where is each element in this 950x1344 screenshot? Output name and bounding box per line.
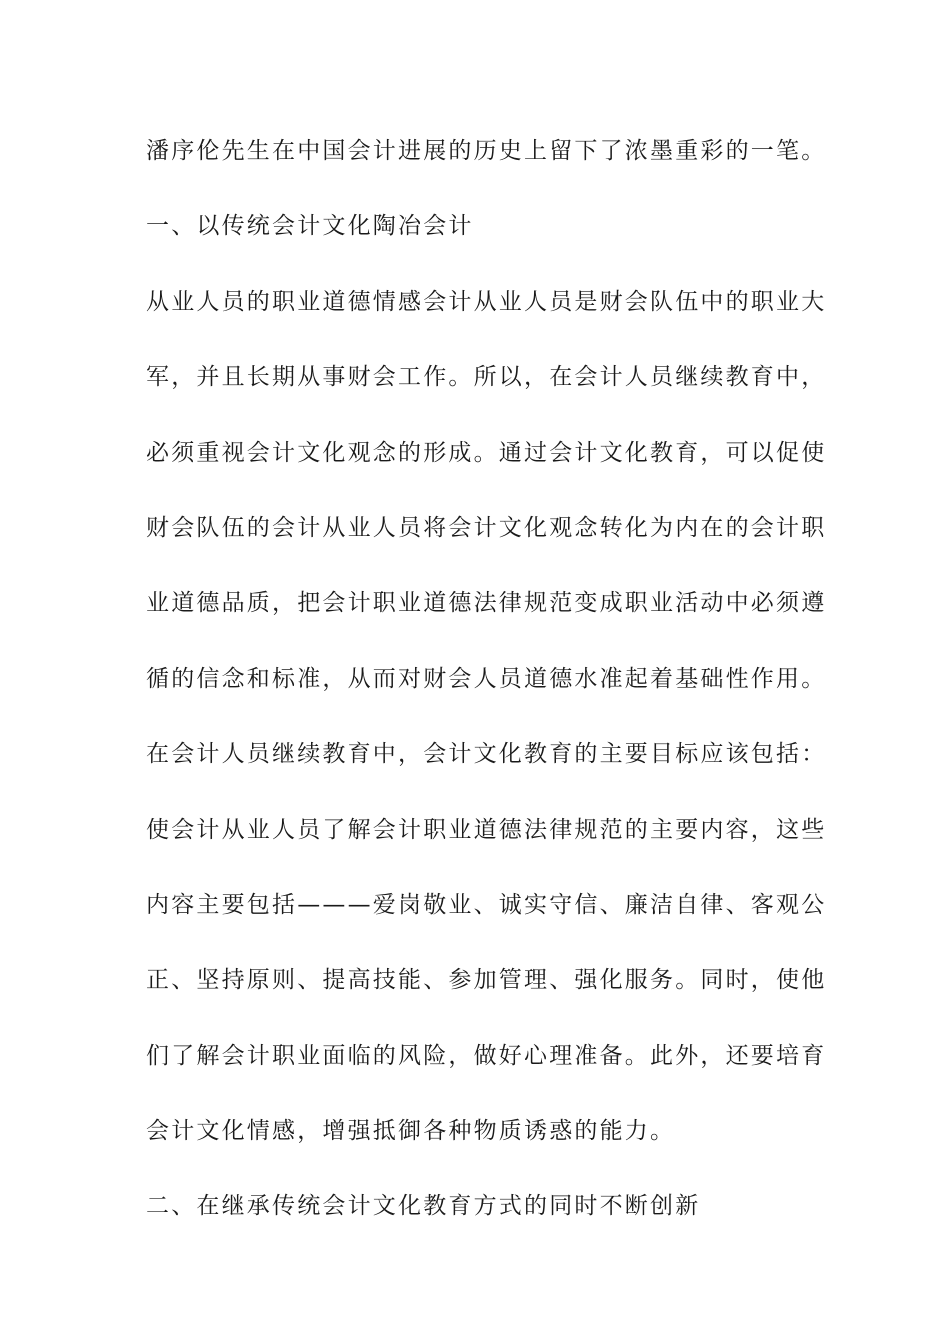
text-line: 军，并且长期从事财会工作。所以，在会计人员继续教育中， <box>146 364 827 391</box>
text-line: 从业人员的职业道德情感会计从业人员是财会队伍中的职业大 <box>146 288 827 315</box>
text-line: 会计文化情感，增强抵御各种物质诱惑的能力。 <box>146 1118 676 1145</box>
document-body <box>146 131 846 1262</box>
text-line: 们了解会计职业面临的风险，做好心理准备。此外，还要培育 <box>146 1042 827 1069</box>
text-line: 潘序伦先生在中国会计进展的历史上留下了浓墨重彩的一笔。 <box>146 138 827 164</box>
section-heading: 二、在继承传统会计文化教育方式的同时不断创新 <box>146 1193 701 1220</box>
text-line: 正、坚持原则、提高技能、参加管理、强化服务。同时，使他 <box>146 967 827 994</box>
text-line: 业道德品质，把会计职业道德法律规范变成职业活动中必须遵 <box>146 590 827 617</box>
text-line: 必须重视会计文化观念的形成。通过会计文化教育，可以促使 <box>146 439 827 466</box>
text-line: 财会队伍的会计从业人员将会计文化观念转化为内在的会计职 <box>146 514 827 541</box>
section-heading: 一、以传统会计文化陶冶会计 <box>146 213 474 240</box>
text-line: 内容主要包括———爱岗敬业、诚实守信、廉洁自律、客观公 <box>146 891 827 918</box>
text-line: 使会计从业人员了解会计职业道德法律规范的主要内容，这些 <box>146 816 827 843</box>
text-line: 在会计人员继续教育中，会计文化教育的主要目标应该包括： <box>146 741 827 768</box>
text-line: 循的信念和标准，从而对财会人员道德水准起着基础性作用。 <box>146 665 827 692</box>
